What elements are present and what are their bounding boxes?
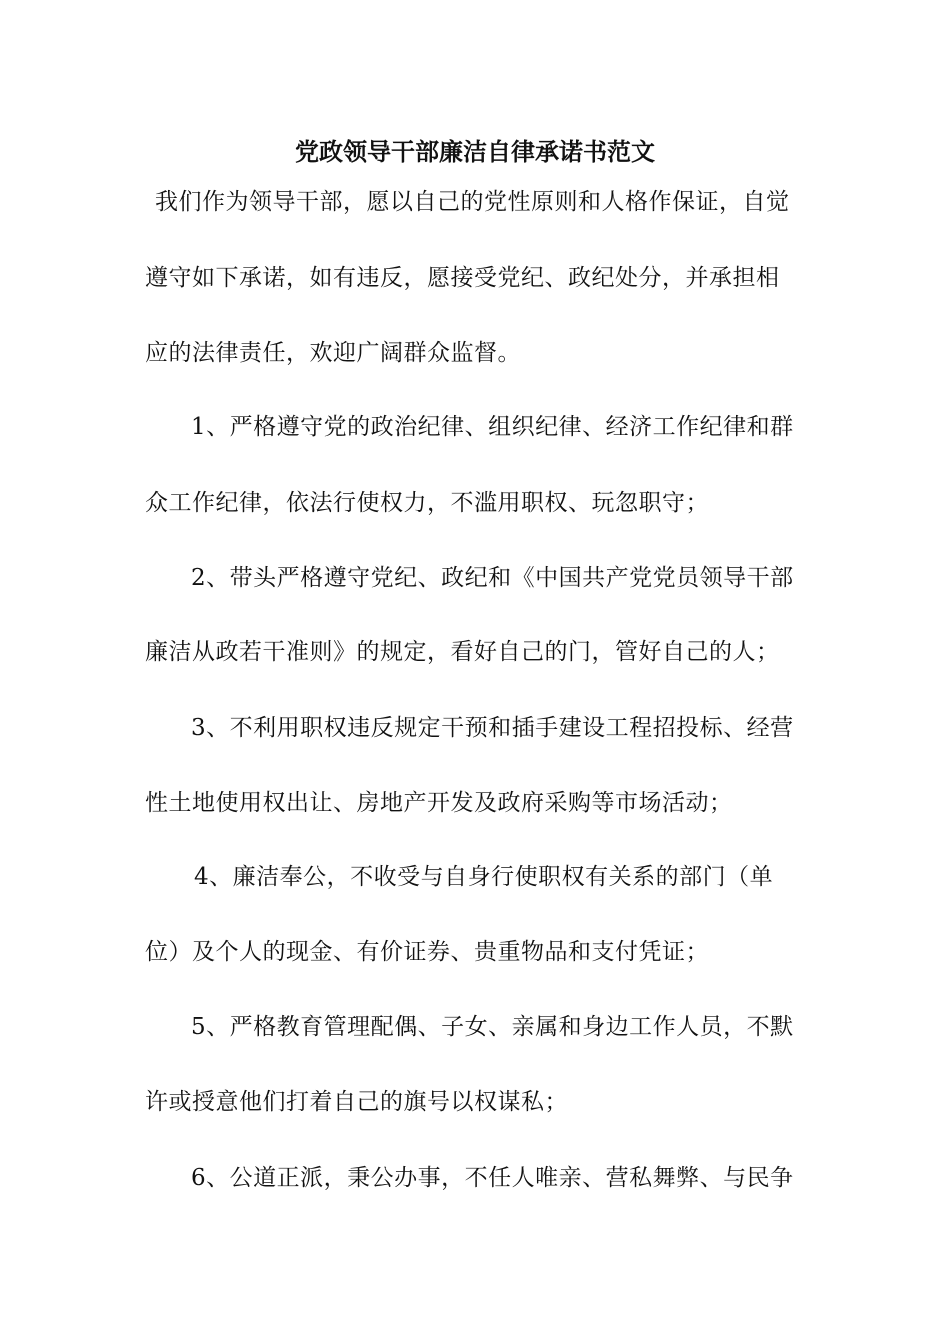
paragraph-line: 4、廉洁奉公，不收受与自身行使职权有关系的部门（单 [194,864,774,890]
paragraph-line: 位）及个人的现金、有价证券、贵重物品和支付凭证； [145,939,709,965]
paragraph-line: 性土地使用权出让、房地产开发及政府采购等市场活动； [145,790,733,816]
paragraph-line: 众工作纪律，依法行使权力，不滥用职权、玩忽职守； [145,490,709,516]
paragraph-line: 应的法律责任，欢迎广阔群众监督。 [145,340,521,366]
paragraph-line: 2、带头严格遵守党纪、政纪和《中国共产党党员领导干部 [191,565,794,591]
paragraph-line: 我们作为领导干部，愿以自己的党性原则和人格作保证，自觉 [155,189,790,215]
paragraph-line: 6、公道正派，秉公办事，不任人唯亲、营私舞弊、与民争 [191,1165,794,1191]
document-title: 党政领导干部廉洁自律承诺书范文 [295,137,655,166]
paragraph-line: 遵守如下承诺，如有违反，愿接受党纪、政纪处分，并承担相 [145,265,780,291]
paragraph-line: 1、严格遵守党的政治纪律、组织纪律、经济工作纪律和群 [191,414,794,440]
paragraph-line: 3、不利用职权违反规定干预和插手建设工程招投标、经营 [191,715,794,741]
paragraph-line: 5、严格教育管理配偶、子女、亲属和身边工作人员，不默 [191,1014,794,1040]
paragraph-line: 廉洁从政若干准则》的规定，看好自己的门，管好自己的人； [145,639,780,665]
paragraph-line: 许或授意他们打着自己的旗号以权谋私； [145,1089,568,1115]
